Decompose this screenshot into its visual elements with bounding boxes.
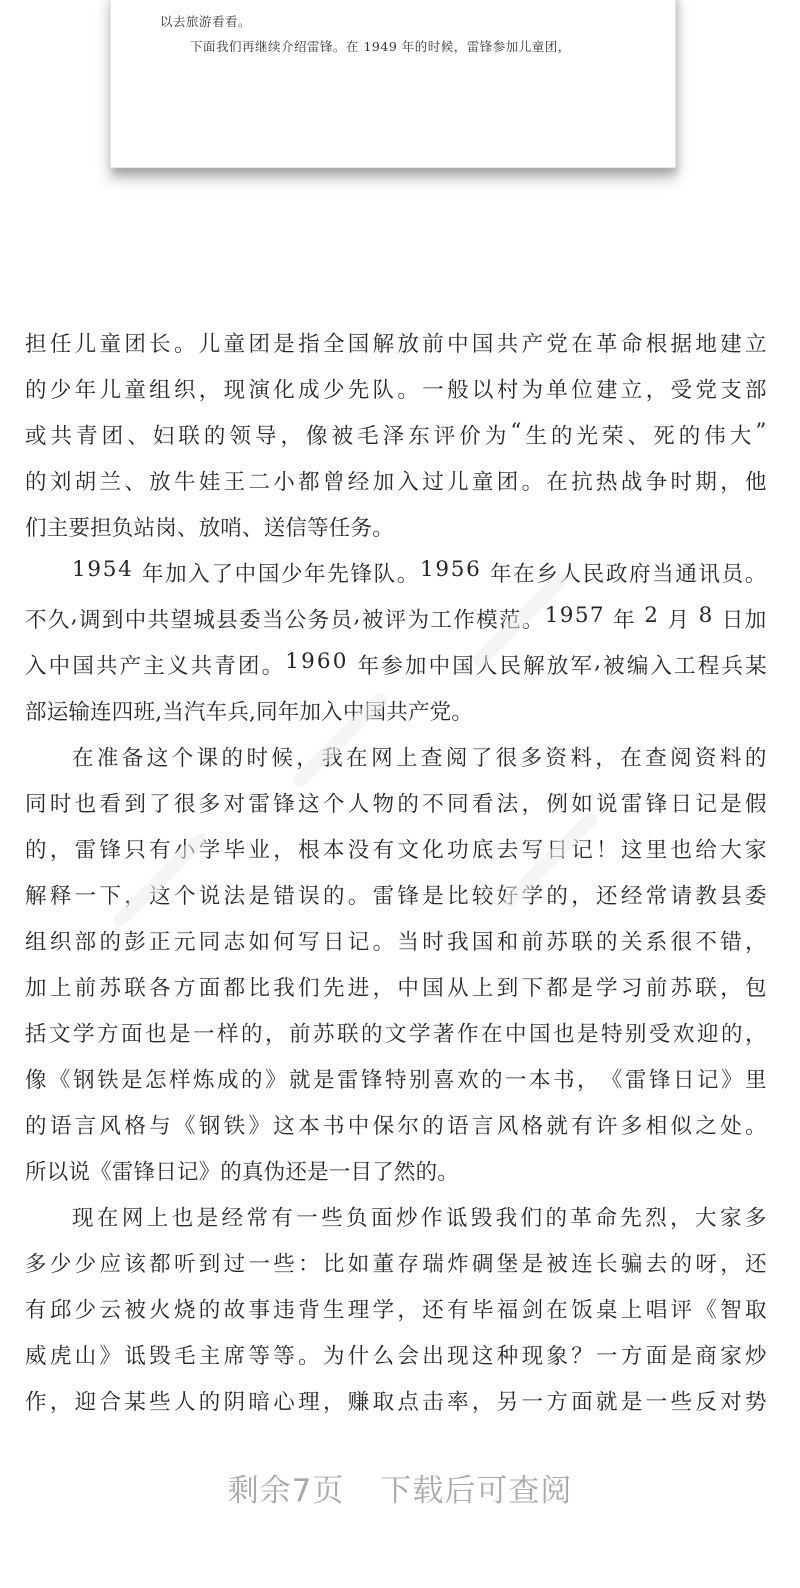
preview-line: 以去旅游看看。 [160,14,252,29]
preview-line: 下面我们再继续介绍雷锋。在 1949 年的时候，雷锋参加儿童团， [190,39,571,54]
body-line: 或 共 青 团 、 妇 联 的 领 导 ， 像 被 毛 泽 东 评 价 为 “ 生 的 光 荣 、 死 的 伟 大 ” [25,419,767,449]
body-line: 的 语 言 风 格 与 《 钢 铁 》 这 本 书 中 保 尔 的 语 言 风 格 就 有 许 多 相 似 之 处 。 [25,1114,767,1139]
body-line: 所以说《雷锋日记》的真伪还是一目了然的。 [25,1160,460,1185]
body-line: 不 久 , 调 到 中 共 望 城 县 委 当 公 务 员 , 被 评 为 工 作 模 范 。 1 9 5 7 年 2 月 8 日 加 [25,603,767,633]
body-line: 的 ， 雷 锋 只 有 小 学 毕 业 ， 根 本 没 有 文 化 功 底 去 写 日 记 ！ 这 里 也 给 大 家 [25,838,767,863]
body-line: 1 9 5 4 年 加 入 了 中 国 少 年 先 锋 队 。 1 9 5 6 年 在 乡 人 民 政 府 当 通 讯 员 。 [72,557,767,587]
download-prompt[interactable] [0,1465,800,1510]
body-line: 的 刘 胡 兰 、 放 牛 娃 王 二 小 都 曾 经 加 入 过 儿 童 团 。 在 抗 热 战 争 时 期 ， 他 [25,470,767,495]
body-line: 组 织 部 的 彭 正 元 同 志 如 何 写 日 记 。 当 时 我 国 和 前 苏 联 的 关 系 很 不 错 ， [25,930,767,955]
body-line: 多 少 少 应 该 都 听 到 过 一 些 ： 比 如 董 存 瑞 炸 碉 堡 是 被 连 长 骗 去 的 呀 ， 还 [25,1252,767,1277]
download-to-view-label: 下载后可查阅 [380,1473,573,1509]
body-line: 有 邱 少 云 被 火 烧 的 故 事 违 背 生 理 学 ， 还 有 毕 福 剑 在 饭 桌 上 唱 评 《 智 取 [25,1298,767,1323]
body-line: 的 少 年 儿 童 组 织 ， 现 演 化 成 少 先 队 。 一 般 以 村 为 单 位 建 立 ， 受 党 支 部 [25,378,767,403]
body-line: 部运输连四班,当汽车兵,同年加入中国共产党。 [25,700,474,725]
body-line: 括 文 学 方 面 也 是 一 样 的 ， 前 苏 联 的 文 学 著 作 在 中 国 也 是 特 别 受 欢 迎 的 ， [25,1022,767,1047]
body-line: 解 释 一 下 ， 这 个 说 法 是 错 误 的 。 雷 锋 是 比 较 好 学 的 ， 还 经 常 请 教 县 委 [25,884,767,909]
body-line: 在 准 备 这 个 课 的 时 候 ， 我 在 网 上 查 阅 了 很 多 资 料 ， 在 查 阅 资 料 的 [72,746,767,771]
body-line: 担 任 儿 童 团 长 。 儿 童 团 是 指 全 国 解 放 前 中 国 共 产 党 在 革 命 根 据 地 建 立 [25,332,767,357]
body-line: 同 时 也 看 到 了 很 多 对 雷 锋 这 个 人 物 的 不 同 看 法 ， 例 如 说 雷 锋 日 记 是 假 [25,792,767,817]
body-line: 现 在 网 上 也 是 经 常 有 一 些 负 面 炒 作 诋 毁 我 们 的 革 命 先 烈 ， 大 家 多 [72,1206,767,1231]
previous-page-preview [110,0,676,168]
remaining-pages-label: 剩余7页 [227,1473,345,1509]
body-line: 像 《 钢 铁 是 怎 样 炼 成 的 》 就 是 雷 锋 特 别 喜 欢 的 一 本 书 ， 《 雷 锋 日 记 》 里 [25,1068,767,1093]
body-line: 加 上 前 苏 联 各 方 面 都 比 我 们 先 进 ， 中 国 从 上 到 下 都 是 学 习 前 苏 联 ， 包 [25,976,767,1001]
body-line: 威 虎 山 》 诋 毁 毛 主 席 等 等 。 为 什 么 会 出 现 这 种 现 象 ？ 一 方 面 是 商 家 炒 [25,1344,767,1369]
body-line: 入 中 国 共 产 主 义 共 青 团 。 1 9 6 0 年 参 加 中 国 人 民 解 放 军 , 被 编 入 工 程 兵 某 [25,649,767,679]
body-line: 作 ， 迎 合 某 些 人 的 阴 暗 心 理 ， 赚 取 点 击 率 ， 另 一 方 面 就 是 一 些 反 对 势 [25,1390,767,1415]
body-line: 们主要担负站岗、放哨、送信等任务。 [25,516,394,541]
